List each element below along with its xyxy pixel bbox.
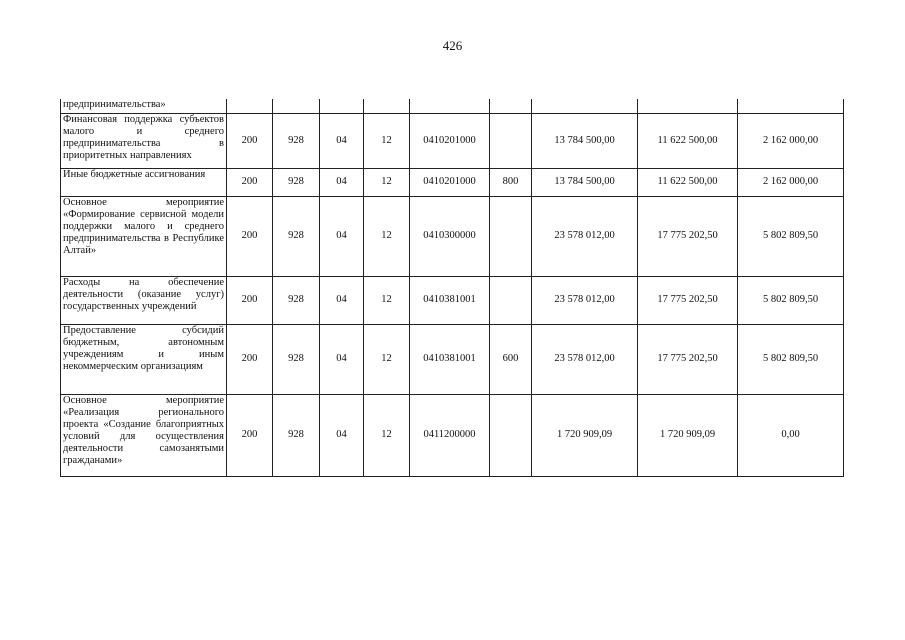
cell-c4: 12 [364,113,410,168]
cell-c1 [227,99,273,113]
cell-c4 [364,99,410,113]
cell-v2: 1 720 909,09 [638,394,738,476]
cell-c5 [410,99,490,113]
cell-c1: 200 [227,276,273,324]
cell-v1: 13 784 500,00 [532,113,638,168]
cell-v2: 11 622 500,00 [638,113,738,168]
cell-c5: 0410381001 [410,324,490,394]
cell-c5: 0411200000 [410,394,490,476]
cell-v2 [638,99,738,113]
cell-v3: 0,00 [738,394,844,476]
cell-v3: 2 162 000,00 [738,113,844,168]
cell-c6: 600 [490,324,532,394]
table-row [61,196,844,276]
cell-v1: 1 720 909,09 [532,394,638,476]
budget-table [60,99,844,477]
table-row [61,168,844,196]
cell-c2: 928 [273,168,320,196]
cell-v3 [738,99,844,113]
cell-c6 [490,113,532,168]
cell-v3: 5 802 809,50 [738,196,844,276]
cell-c5: 0410381001 [410,276,490,324]
cell-c5: 0410300000 [410,196,490,276]
cell-c2: 928 [273,196,320,276]
cell-c3: 04 [320,394,364,476]
cell-c2: 928 [273,113,320,168]
cell-v3: 5 802 809,50 [738,276,844,324]
cell-c3: 04 [320,196,364,276]
cell-v1: 23 578 012,00 [532,276,638,324]
cell-c4: 12 [364,276,410,324]
cell-c1: 200 [227,168,273,196]
cell-c5: 0410201000 [410,168,490,196]
cell-v3: 2 162 000,00 [738,168,844,196]
cell-c2 [273,99,320,113]
cell-c1: 200 [227,394,273,476]
cell-v3: 5 802 809,50 [738,324,844,394]
page-number: 426 [442,38,463,53]
cell-v2: 11 622 500,00 [638,168,738,196]
cell-c3: 04 [320,113,364,168]
cell-v1: 13 784 500,00 [532,168,638,196]
row-name: Основное мероприятие «Формирование сервисной модели поддержки малого и среднего предпринимательства в Республике Алтай» [61,196,227,276]
table-row [61,394,844,476]
cell-c4: 12 [364,196,410,276]
cell-c3: 04 [320,168,364,196]
cell-v2: 17 775 202,50 [638,196,738,276]
row-name: Финансовая поддержка субъектов малого и среднего предпринимательства в приоритетных направлениях [61,113,227,168]
cell-v1: 23 578 012,00 [532,196,638,276]
cell-c1: 200 [227,196,273,276]
cell-c2: 928 [273,394,320,476]
table-row [61,113,844,168]
cell-v2: 17 775 202,50 [638,276,738,324]
table-row [61,324,844,394]
cell-v1: 23 578 012,00 [532,324,638,394]
table-row [61,276,844,324]
cell-c3: 04 [320,276,364,324]
cell-c5: 0410201000 [410,113,490,168]
cell-c2: 928 [273,324,320,394]
cell-c4: 12 [364,394,410,476]
cell-c6 [490,99,532,113]
cell-c1: 200 [227,113,273,168]
row-name: Расходы на обеспечение деятельности (оказание услуг) государственных учреждений [61,276,227,324]
cell-c4: 12 [364,168,410,196]
row-name: Иные бюджетные ассигнования [61,168,227,196]
cell-c6 [490,276,532,324]
cell-v2: 17 775 202,50 [638,324,738,394]
row-name: предпринимательства» [61,99,227,113]
cell-c1: 200 [227,324,273,394]
cell-c4: 12 [364,324,410,394]
cell-c6: 800 [490,168,532,196]
table-row [61,99,844,113]
cell-c6 [490,196,532,276]
row-name: Основное мероприятие «Реализация регионального проекта «Создание благоприятных условий для осуществления деятельности самозанятыми гражданами» [61,394,227,476]
cell-c3 [320,99,364,113]
cell-c3: 04 [320,324,364,394]
cell-v1 [532,99,638,113]
cell-c6 [490,394,532,476]
row-name: Предоставление субсидий бюджетным, автономным учреждениям и иным некоммерческим организациям [61,324,227,394]
cell-c2: 928 [273,276,320,324]
